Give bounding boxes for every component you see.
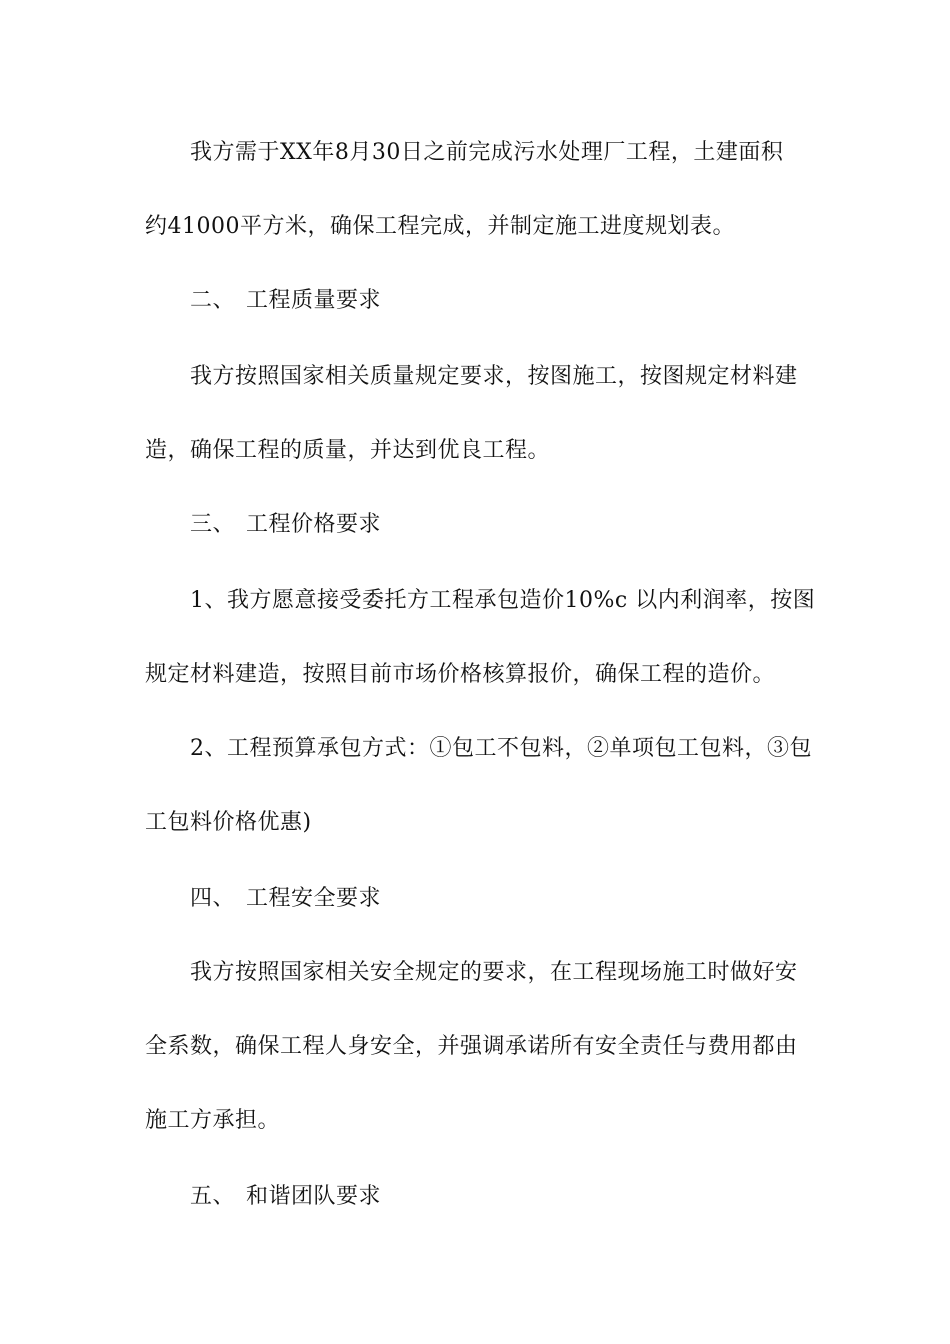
paragraph-line: 造，确保工程的质量，并达到优良工程。	[145, 438, 551, 463]
section-heading-5	[190, 1182, 810, 1212]
section-title: 和谐团队要求	[246, 1184, 382, 1209]
paragraph-line: 我方按照国家相关质量规定要求，按图施工，按图规定材料建	[190, 364, 798, 389]
paragraph-line: 全系数，确保工程人身安全，并强调承诺所有安全责任与费用都由	[145, 1034, 798, 1059]
paragraph-line: 我方按照国家相关安全规定的要求，在工程现场施工时做好安	[190, 960, 798, 985]
section-number: 三、	[190, 512, 236, 537]
paragraph-line: 规定材料建造，按照目前市场价格核算报价，确保工程的造价。	[145, 662, 776, 687]
section-heading-3	[190, 510, 810, 540]
paragraph-line: 1、我方愿意接受委托方工程承包造价10%c 以内利润率，按图	[190, 588, 816, 613]
section-number: 二、	[190, 288, 236, 313]
paragraph-line: 工包料价格优惠)	[145, 810, 312, 835]
paragraph-line: 约41000平方米，确保工程完成，并制定施工进度规划表。	[145, 214, 735, 239]
section-heading-4	[190, 884, 810, 914]
section-heading-2	[190, 286, 810, 316]
paragraph-line: 我方需于XX年8月30日之前完成污水处理厂工程，土建面积	[190, 140, 784, 165]
paragraph-line: 施工方承担。	[145, 1108, 281, 1133]
section-title: 工程质量要求	[246, 288, 382, 313]
section-title: 工程价格要求	[246, 512, 382, 537]
section-title: 工程安全要求	[246, 886, 382, 911]
paragraph-line: 2、工程预算承包方式：①包工不包料，②单项包工包料，③包	[190, 736, 812, 761]
section-number: 五、	[190, 1184, 236, 1209]
section-number: 四、	[190, 886, 236, 911]
